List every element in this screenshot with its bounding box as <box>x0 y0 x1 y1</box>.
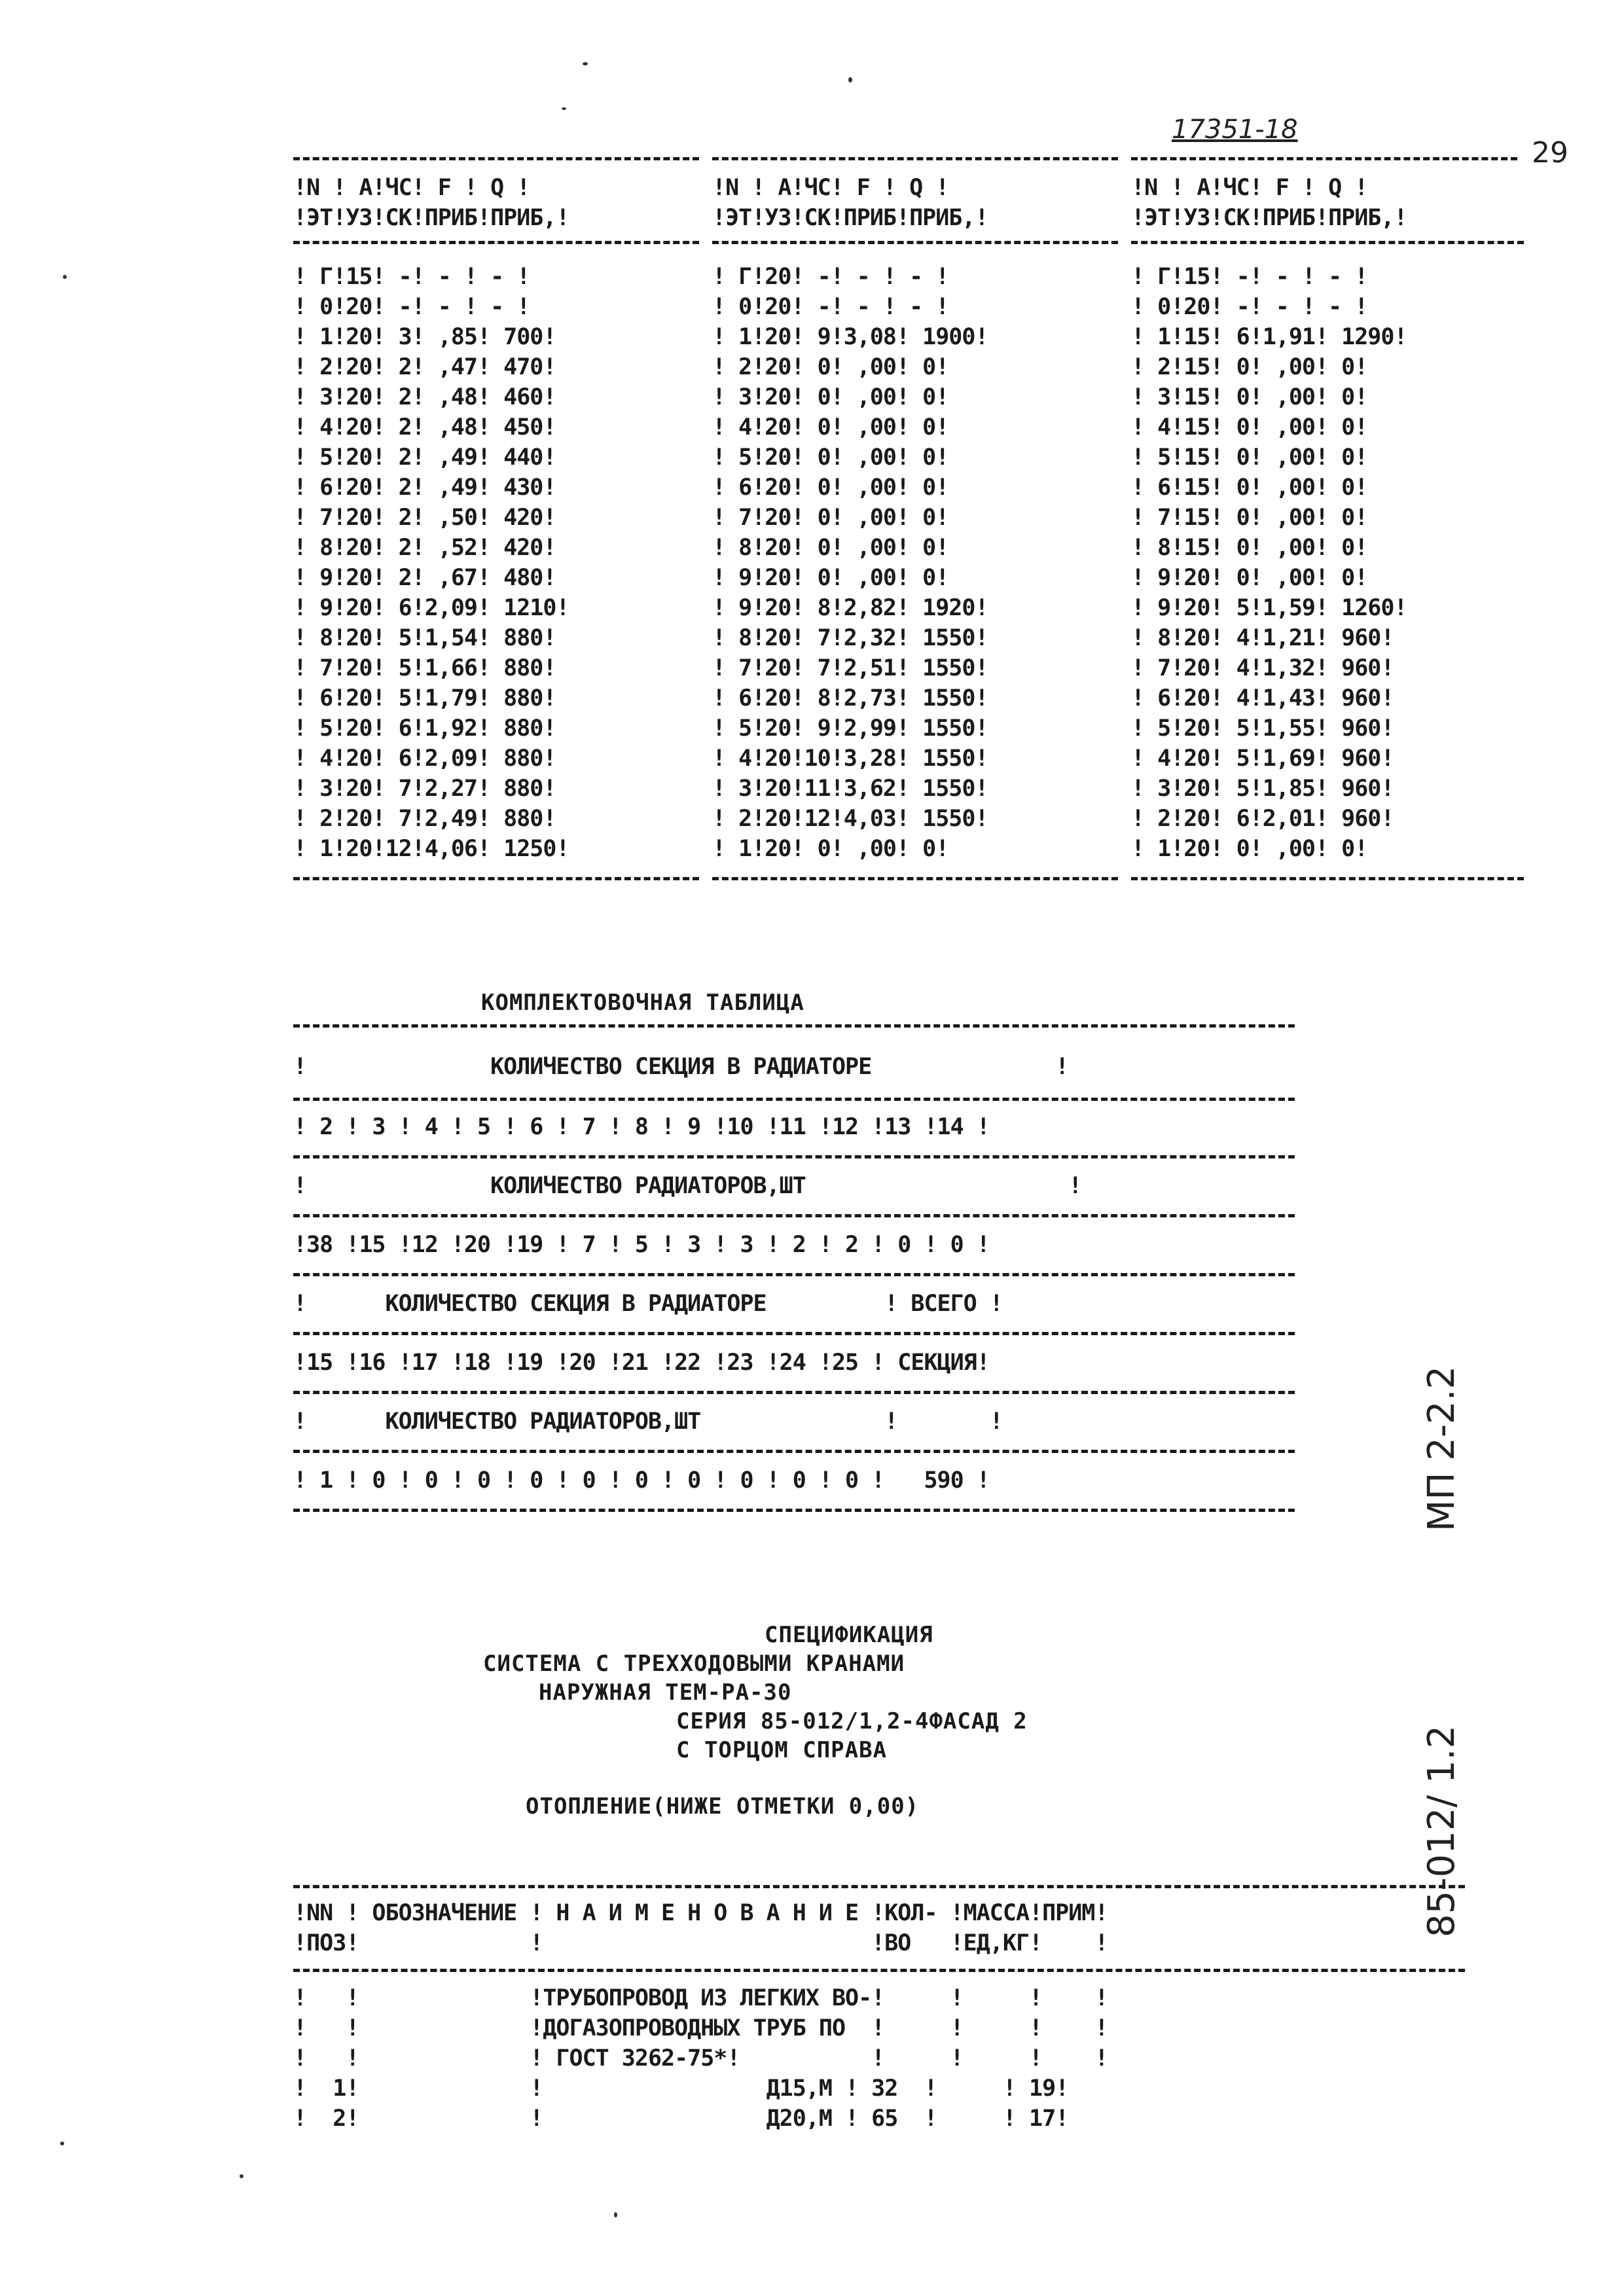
table-row: ! 4!20!10!3,28! 1550! <box>712 745 988 772</box>
table-row: ! 2!20!12!4,03! 1550! <box>712 806 988 832</box>
rule <box>293 1098 1295 1101</box>
rule-bottom <box>1131 877 1524 880</box>
spec-temperature: НАРУЖНАЯ ТЕМ-РА-30 <box>539 1679 792 1706</box>
rule <box>293 1155 1295 1158</box>
rule <box>293 1509 1295 1512</box>
table-row: ! 2!20! 2! ,47! 470! <box>293 354 556 380</box>
rule-header <box>1131 241 1524 244</box>
spec-row: ! ! !ДОГАЗОПРОВОДНЫХ ТРУБ ПО ! ! ! ! <box>293 2015 1108 2041</box>
table-row: ! 1!15! 6!1,91! 1290! <box>1131 324 1407 350</box>
table-row: ! 2!15! 0! ,00! 0! <box>1131 354 1368 380</box>
spec-subtitle: ОТОПЛЕНИЕ(НИЖЕ ОТМЕТКИ 0,00) <box>526 1793 920 1820</box>
table-row: ! 5!20! 2! ,49! 440! <box>293 444 556 471</box>
rule <box>293 1885 1465 1888</box>
table-row: ! 2!20! 6!2,01! 960! <box>1131 806 1394 832</box>
rule-top <box>293 157 699 160</box>
spec-end-wall: С ТОРЦОМ СПРАВА <box>676 1737 888 1763</box>
header-line-2: !ЭТ!УЗ!СК!ПРИБ!ПРИБ,! <box>712 205 988 231</box>
table-row: ! 4!20! 2! ,48! 450! <box>293 414 556 440</box>
rule-top <box>1131 157 1517 160</box>
rule-top <box>712 157 1118 160</box>
table-row: ! 1!20! 0! ,00! 0! <box>712 836 949 862</box>
spec-header-line-2: !ПОЗ! ! !ВО !ЕД,КГ! ! <box>293 1930 1108 1956</box>
scan-speck <box>562 107 566 110</box>
table-row: ! 7!20! 0! ,00! 0! <box>712 505 949 531</box>
rule-header <box>712 241 1118 244</box>
rule <box>293 1332 1295 1335</box>
kit-line-sections-1: ! 2 ! 3 ! 4 ! 5 ! 6 ! 7 ! 8 ! 9 !10 !11 !12 !13 !14 ! <box>293 1114 990 1140</box>
side-stamp-series: 85-012/ 1.2 <box>1420 1725 1463 1937</box>
table-row: ! 7!20! 5!1,66! 880! <box>293 655 556 681</box>
table-row: ! Г!15! -! - ! - ! <box>293 264 530 290</box>
table-row: ! 4!20! 6!2,09! 880! <box>293 745 556 772</box>
table-row: ! 8!20! 7!2,32! 1550! <box>712 625 988 651</box>
rule <box>293 1391 1295 1394</box>
scan-speck <box>614 2212 617 2217</box>
table-row: ! 7!20! 7!2,51! 1550! <box>712 655 988 681</box>
table-row: ! 6!20! 8!2,73! 1550! <box>712 685 988 711</box>
rule-bottom <box>293 877 699 880</box>
kit-line-radiators-heading-2: ! КОЛИЧЕСТВО РАДИАТОРОВ,ШТ ! ! <box>293 1408 1003 1435</box>
table-row: ! 4!20! 0! ,00! 0! <box>712 414 949 440</box>
table-row: ! 9!20! 6!2,09! 1210! <box>293 595 569 621</box>
spec-series: СЕРИЯ 85-012/1,2-4ФАСАД 2 <box>676 1708 1028 1734</box>
kit-line-radiators-heading: ! КОЛИЧЕСТВО РАДИАТОРОВ,ШТ ! <box>293 1173 1082 1199</box>
page-number: 29 <box>1532 136 1568 170</box>
scan-speck <box>848 77 852 82</box>
rule <box>293 1969 1465 1972</box>
table-row: ! 3!15! 0! ,00! 0! <box>1131 384 1368 410</box>
table-row: ! 7!20! 4!1,32! 960! <box>1131 655 1394 681</box>
spec-row: ! ! !ТРУБОПРОВОД ИЗ ЛЕГКИХ ВО-! ! ! ! <box>293 1985 1108 2011</box>
header-line-1: !N ! A!ЧС! F ! Q ! <box>712 175 949 201</box>
kit-line-radiators-2: ! 1 ! 0 ! 0 ! 0 ! 0 ! 0 ! 0 ! 0 ! 0 ! 0 ! 0 ! 590 ! <box>293 1467 990 1494</box>
table-row: ! 3!20! 5!1,85! 960! <box>1131 776 1394 802</box>
table-row: ! 0!20! -! - ! - ! <box>712 294 949 320</box>
table-row: ! 9!20! 0! ,00! 0! <box>1131 565 1368 591</box>
table-row: ! 8!15! 0! ,00! 0! <box>1131 535 1368 561</box>
table-row: ! 9!20! 8!2,82! 1920! <box>712 595 988 621</box>
spec-header-line-1: !NN ! ОБОЗНАЧЕНИЕ ! Н А И М Е Н О В А Н И Е !КОЛ- !МАССА!ПРИМ! <box>293 1900 1108 1926</box>
scan-speck <box>583 62 588 65</box>
scan-speck <box>60 2142 64 2145</box>
table-row: ! 1!20!12!4,06! 1250! <box>293 836 569 862</box>
spec-row: ! ! ! ГОСТ 3262-75*! ! ! ! ! <box>293 2045 1108 2072</box>
table-row: ! 3!20!11!3,62! 1550! <box>712 776 988 802</box>
rule <box>293 1450 1295 1453</box>
table-row: ! 6!20! 2! ,49! 430! <box>293 475 556 501</box>
table-row: ! 9!20! 0! ,00! 0! <box>712 565 949 591</box>
table-row: ! Г!15! -! - ! - ! <box>1131 264 1368 290</box>
table-row: ! 4!15! 0! ,00! 0! <box>1131 414 1368 440</box>
table-row: ! 1!20! 9!3,08! 1900! <box>712 324 988 350</box>
side-stamp-sheet: МП 2-2.2 <box>1420 1365 1463 1532</box>
table-row: ! 5!15! 0! ,00! 0! <box>1131 444 1368 471</box>
table-row: ! 7!15! 0! ,00! 0! <box>1131 505 1368 531</box>
rule-header <box>293 241 699 244</box>
kit-line-sections-2: !15 !16 !17 !18 !19 !20 !21 !22 !23 !24 !25 ! СЕКЦИЯ! <box>293 1350 990 1376</box>
table-row: ! 8!20! 5!1,54! 880! <box>293 625 556 651</box>
table-row: ! 5!20! 0! ,00! 0! <box>712 444 949 471</box>
table-row: ! 9!20! 5!1,59! 1260! <box>1131 595 1407 621</box>
spec-row: ! 2! ! Д20,М ! 65 ! ! 17! <box>293 2106 1069 2132</box>
kit-table-title: КОМПЛЕКТОВОЧНАЯ ТАБЛИЦА <box>481 990 804 1016</box>
table-row: ! 0!20! -! - ! - ! <box>1131 294 1368 320</box>
rule-bottom <box>712 877 1118 880</box>
table-row: ! 5!20! 5!1,55! 960! <box>1131 715 1394 742</box>
table-row: ! 3!20! 0! ,00! 0! <box>712 384 949 410</box>
header-line-1: !N ! A!ЧС! F ! Q ! <box>293 175 530 201</box>
rule <box>293 1273 1295 1276</box>
spec-system: СИСТЕМА С ТРЕХХОДОВЫМИ КРАНАМИ <box>483 1651 905 1677</box>
table-row: ! 4!20! 5!1,69! 960! <box>1131 745 1394 772</box>
table-row: ! 6!15! 0! ,00! 0! <box>1131 475 1368 501</box>
table-row: ! 1!20! 3! ,85! 700! <box>293 324 556 350</box>
table-row: ! 8!20! 0! ,00! 0! <box>712 535 949 561</box>
table-row: ! 0!20! -! - ! - ! <box>293 294 530 320</box>
table-row: ! 6!20! 4!1,43! 960! <box>1131 685 1394 711</box>
rule <box>293 1024 1295 1028</box>
spec-title: СПЕЦИФИКАЦИЯ <box>765 1622 933 1648</box>
kit-line-sections-heading-2: ! КОЛИЧЕСТВО СЕКЦИЯ В РАДИАТОРЕ ! ВСЕГО ! <box>293 1291 1003 1317</box>
table-row: ! 3!20! 2! ,48! 460! <box>293 384 556 410</box>
table-row: ! 8!20! 4!1,21! 960! <box>1131 625 1394 651</box>
spec-row: ! 1! ! Д15,М ! 32 ! ! 19! <box>293 2075 1069 2102</box>
table-row: ! 1!20! 0! ,00! 0! <box>1131 836 1368 862</box>
scan-speck <box>240 2174 244 2178</box>
scan-speck <box>63 275 67 279</box>
table-row: ! Г!20! -! - ! - ! <box>712 264 949 290</box>
table-row: ! 6!20! 5!1,79! 880! <box>293 685 556 711</box>
table-row: ! 7!20! 2! ,50! 420! <box>293 505 556 531</box>
header-line-2: !ЭТ!УЗ!СК!ПРИБ!ПРИБ,! <box>1131 205 1407 231</box>
kit-line-radiators-1: !38 !15 !12 !20 !19 ! 7 ! 5 ! 3 ! 3 ! 2 ! 2 ! 0 ! 0 ! <box>293 1232 990 1258</box>
table-row: ! 8!20! 2! ,52! 420! <box>293 535 556 561</box>
header-line-2: !ЭТ!УЗ!СК!ПРИБ!ПРИБ,! <box>293 205 569 231</box>
header-line-1: !N ! A!ЧС! F ! Q ! <box>1131 175 1368 201</box>
table-row: ! 2!20! 0! ,00! 0! <box>712 354 949 380</box>
table-row: ! 5!20! 6!1,92! 880! <box>293 715 556 742</box>
table-row: ! 9!20! 2! ,67! 480! <box>293 565 556 591</box>
table-row: ! 3!20! 7!2,27! 880! <box>293 776 556 802</box>
table-row: ! 6!20! 0! ,00! 0! <box>712 475 949 501</box>
rule <box>293 1214 1295 1217</box>
kit-line-sections-heading: ! КОЛИЧЕСТВО СЕКЦИЯ В РАДИАТОРЕ ! <box>293 1054 1069 1080</box>
table-row: ! 2!20! 7!2,49! 880! <box>293 806 556 832</box>
document-number: 17351-18 <box>1172 115 1298 145</box>
table-row: ! 5!20! 9!2,99! 1550! <box>712 715 988 742</box>
